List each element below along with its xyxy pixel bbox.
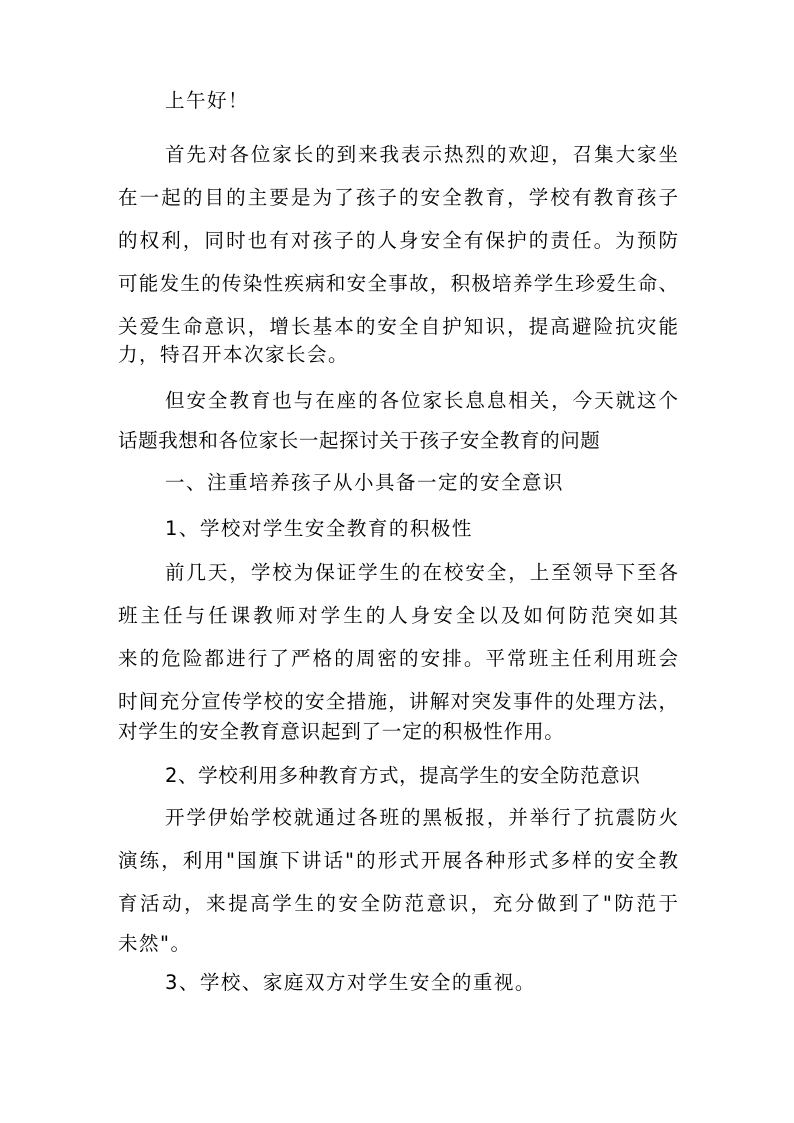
paragraph-line: 开学伊始学校就通过各班的黑板报，并举行了抗震防火 xyxy=(165,806,678,829)
section-heading: 一、注重培养孩子从小具备一定的安全意识 xyxy=(165,471,565,494)
paragraph-line: 对学生的安全教育意识起到了一定的积极性作用。 xyxy=(118,720,565,743)
paragraph-line: 但安全教育也与在座的各位家长息息相关，今天就这个 xyxy=(165,389,678,412)
paragraph-line: 来的危险都进行了严格的周密的安排。平常班主任利用班会 xyxy=(118,647,678,670)
paragraph-line: 关爱生命意识，增长基本的安全自护知识，提高避险抗灾能 xyxy=(118,315,678,338)
paragraph-line: 可能发生的传染性疾病和安全事故，积极培养学生珍爱生命、 xyxy=(118,272,678,295)
paragraph-line: 首先对各位家长的到来我表示热烈的欢迎，召集大家坐 xyxy=(165,143,678,166)
subsection-heading: 1、学校对学生安全教育的积极性 xyxy=(165,517,473,540)
paragraph-line: 前几天，学校为保证学生的在校安全，上至领导下至各 xyxy=(165,561,678,584)
paragraph-line: 演练，利用"国旗下讲话"的形式开展各种形式多样的安全教 xyxy=(118,849,678,872)
paragraph-line: 时间充分宣传学校的安全措施，讲解对突发事件的处理方法， xyxy=(118,690,678,713)
paragraph-line: 力，特召开本次家长会。 xyxy=(118,343,350,366)
paragraph-line: 育活动，来提高学生的安全防范意识，充分做到了"防范于 xyxy=(118,892,678,915)
paragraph-line: 在一起的目的主要是为了孩子的安全教育，学校有教育孩子 xyxy=(118,186,678,209)
subsection-heading: 2、学校利用多种教育方式，提高学生的安全防范意识 xyxy=(165,764,641,787)
paragraph-line: 话题我想和各位家长一起探讨关于孩子安全教育的问题 xyxy=(118,429,601,452)
greeting: 上午好！ xyxy=(165,89,250,112)
paragraph-line: 的权利，同时也有对孩子的人身安全有保护的责任。为预防 xyxy=(118,229,678,252)
subsection-heading: 3、学校、家庭双方对学生安全的重视。 xyxy=(165,971,536,994)
paragraph-line: 未然"。 xyxy=(118,932,192,955)
paragraph-line: 班主任与任课教师对学生的人身安全以及如何防范突如其 xyxy=(118,604,678,627)
